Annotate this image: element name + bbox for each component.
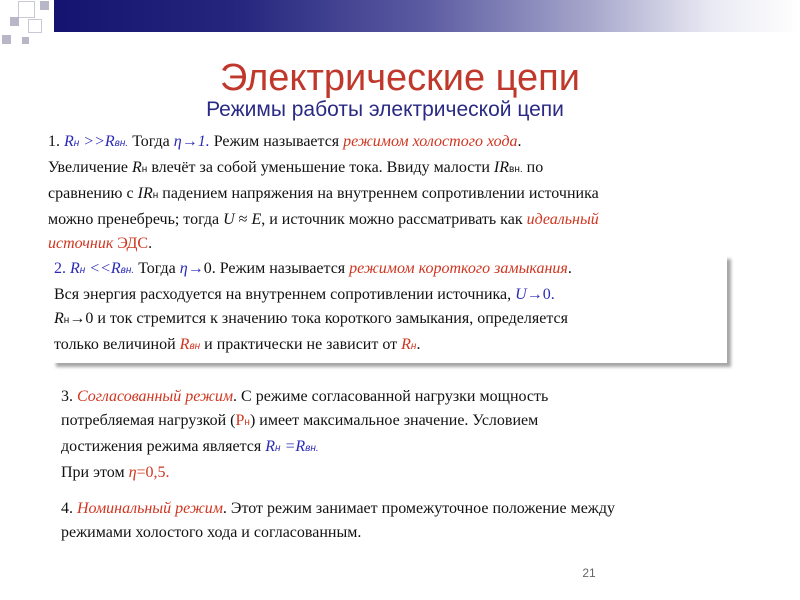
line xyxy=(61,461,711,485)
text: . С режиме согласованной нагрузки мощность xyxy=(233,388,549,405)
mode-block-nominal xyxy=(61,497,781,545)
text: достижения режима является xyxy=(61,438,262,455)
text: Тогда xyxy=(132,133,170,150)
text: влечёт за собой уменьшение тока. Ввиду малости xyxy=(151,159,490,176)
deco-square xyxy=(22,37,29,44)
line xyxy=(48,232,783,256)
line xyxy=(54,283,724,307)
text: . xyxy=(148,235,153,252)
arrow-icon: → xyxy=(181,133,198,150)
text: и ток стремится к значению тока короткого замыкания, определяется xyxy=(97,310,568,327)
deco-square xyxy=(40,1,49,10)
text: и практически не зависит от xyxy=(204,336,398,353)
line xyxy=(48,208,783,232)
text: Режим называется xyxy=(213,133,340,150)
mode-name: режимом холостого хода xyxy=(343,133,518,150)
subscript: н xyxy=(141,164,148,175)
item-number: 4. xyxy=(61,500,73,517)
text: сравнению с xyxy=(48,185,134,202)
text: . xyxy=(567,260,572,277)
header-gradient-bar xyxy=(54,0,800,32)
mode-name: Номинальный режим xyxy=(77,500,223,517)
symbol-P: Р xyxy=(235,412,245,429)
subscript: н xyxy=(275,443,281,454)
text: . xyxy=(416,336,421,353)
item-number: 2. xyxy=(54,260,66,277)
text: Тогда xyxy=(138,260,176,277)
text: При этом xyxy=(61,464,125,481)
slide-title: Электрические цепи xyxy=(220,57,580,99)
symbol-R: R xyxy=(54,310,64,327)
symbol-U: U xyxy=(515,286,527,303)
subscript: н xyxy=(410,341,417,352)
item-number: 3. xyxy=(61,388,73,405)
symbol-R: R xyxy=(179,336,190,353)
value: 0 xyxy=(85,310,94,327)
arrow-icon: → xyxy=(526,286,543,303)
line xyxy=(61,521,781,545)
text: ) имеет максимальное значение. Условием xyxy=(249,412,539,429)
subscript: вн. xyxy=(305,443,319,454)
text: по xyxy=(526,159,544,176)
page-number: 21 xyxy=(582,566,596,580)
text: Вся энергия расходуется на внутреннем сопротивлении источника, xyxy=(54,286,512,303)
deco-square xyxy=(18,1,35,18)
text: . xyxy=(517,133,522,150)
subscript: н xyxy=(244,417,250,428)
value: 0. xyxy=(542,286,555,303)
line xyxy=(61,385,711,409)
subscript: н xyxy=(152,190,159,201)
mode-block-short-circuit xyxy=(52,255,727,363)
symbol-R: R xyxy=(104,133,115,150)
text: можно пренебречь; тогда xyxy=(48,211,220,228)
arrow-icon: → xyxy=(69,310,86,327)
arrow-icon: → xyxy=(187,260,204,277)
symbol-R: R xyxy=(70,260,80,277)
symbol-R: R xyxy=(110,260,121,277)
mode-name: Согласованный режим xyxy=(77,388,234,405)
symbol-IR: IR xyxy=(137,185,153,202)
subscript: вн. xyxy=(509,164,523,175)
line xyxy=(54,307,724,333)
subscript: н xyxy=(79,265,86,276)
line xyxy=(48,182,783,208)
line xyxy=(54,333,724,359)
line xyxy=(54,257,724,283)
mode-block-idle xyxy=(48,130,783,256)
symbol-eq: = xyxy=(284,438,296,455)
symbol-approx: ≈ xyxy=(238,211,248,228)
subscript: вн. xyxy=(114,138,129,149)
text: . Этот режим занимает промежуточное положение между xyxy=(222,500,615,517)
subscript: н xyxy=(73,138,80,149)
symbol-IR: IR xyxy=(493,159,509,176)
slide-subtitle: Режимы работы электрической цепи xyxy=(206,98,564,121)
text: падением напряжения на внутреннем сопротивлении источника xyxy=(162,185,599,202)
symbol-R: R xyxy=(295,438,306,455)
symbol-eta: η xyxy=(179,260,188,277)
text: только величиной xyxy=(54,336,176,353)
line xyxy=(48,156,783,182)
symbol-eta: η xyxy=(173,133,182,150)
value: =0,5. xyxy=(136,464,170,481)
deco-square xyxy=(28,19,42,33)
item-number: 1. xyxy=(48,133,60,150)
subscript: вн xyxy=(189,341,201,352)
line xyxy=(48,130,783,156)
symbol-R: R xyxy=(401,336,411,353)
subscript: н xyxy=(63,315,70,326)
emphasis: ЭДС xyxy=(117,235,149,252)
text: , и источник можно рассматривать как xyxy=(261,211,523,228)
symbol-R: R xyxy=(64,133,74,150)
symbol-E: E xyxy=(251,211,262,228)
line xyxy=(61,435,711,461)
text: режимами холостого хода и согласованным. xyxy=(61,524,362,541)
line xyxy=(61,497,781,521)
symbol-R: R xyxy=(132,159,142,176)
text: Режим называется xyxy=(219,260,346,277)
line xyxy=(61,409,711,435)
symbol-eta: η xyxy=(128,464,137,481)
symbol-U: U xyxy=(223,211,235,228)
symbol-ll: << xyxy=(89,260,111,277)
value: 1. xyxy=(197,133,210,150)
text: потребляемая нагрузкой ( xyxy=(61,412,236,429)
symbol-gg: >> xyxy=(83,133,105,150)
value: 0. xyxy=(203,260,216,277)
emphasis: источник xyxy=(48,235,114,252)
symbol-R: R xyxy=(265,438,276,455)
subscript: вн. xyxy=(120,265,135,276)
text: Увеличение xyxy=(48,159,129,176)
header-decoration xyxy=(0,0,800,48)
deco-square xyxy=(2,35,11,44)
mode-name: режимом короткого замыкания xyxy=(349,260,568,277)
mode-block-matched xyxy=(61,385,711,485)
emphasis: идеальный xyxy=(526,211,599,228)
deco-square xyxy=(10,17,19,26)
